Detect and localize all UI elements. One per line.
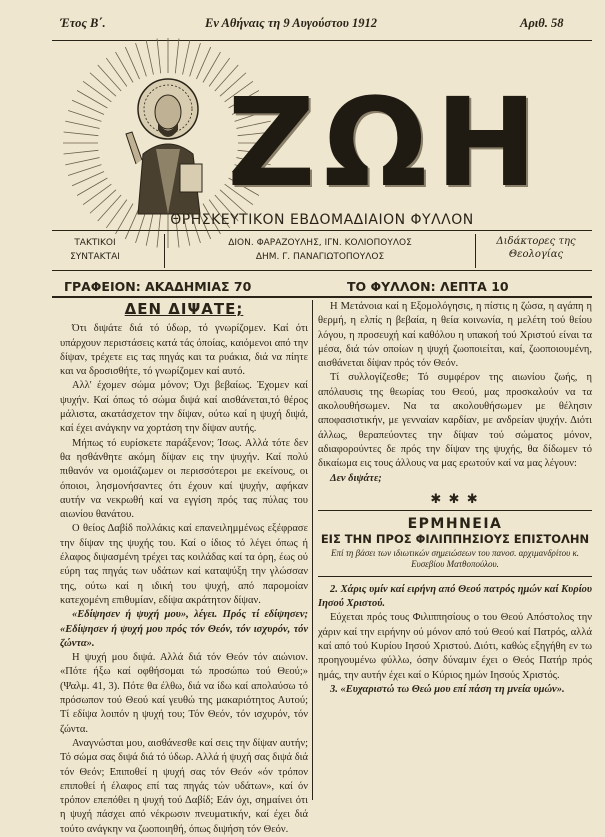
editors-top-rule	[52, 230, 592, 231]
editors-names: ΔΙΟΝ. ΦΑΡΑΖΟΥΛΗΣ, ΙΓΝ. ΚΟΛΙΟΠΟΥΛΟΣ ΔΗΜ. Γ. ΠΑΝΑΓΙΩΤΟΠΟΥΛΟΣ	[228, 238, 412, 262]
sun-ray	[72, 100, 104, 114]
newspaper-title: ΖΩΗ	[227, 72, 546, 214]
verse: 2. Χάρις υμίν καί ειρήνη από Θεού πατρός ημών καί Κυρίου Ιησού Χριστού.	[318, 583, 592, 610]
editors-role: Διδάκτορες της Θεολογίας	[496, 236, 576, 260]
section-rule	[318, 510, 592, 511]
verse: 3. «Ευχαριστώ τω Θεώ μου επί πάση τη μνεία υμών».	[330, 683, 565, 695]
section-rule	[318, 576, 592, 577]
sun-ray	[77, 91, 107, 109]
paragraph: Αναγνώσται μου, αισθάνεσθε καί σεις την δίψαν αυτήν; Τό σώμα σας διψά διά τό ύδωρ. Αλλά ή ψυχή σας διψά διά τόν Θεόν; Επιποθεί η ψυχή σας τόν Θεόν «όν τρόπον επιποθεί ή έλαφος επί τας πηγάς τών υδάτων», καί όν τρόπον επεπόθει η ψυχή τού Δαβίδ; Εάν όχι, σημαίνει ότι η ψυχή πάσχει από νέκρωσιν πνευματικήν, καί έχει διά τούτο ανάγκην να ζωοποιηθή, όπως διψήση τόν Θεόν.	[60, 737, 308, 835]
paragraph: Μήπως τό ευρίσκετε παράξενον; Ίσως. Αλλά τότε δεν θα ησθάνθητε ακόμη δίψαν εις την ψυχήν. Καί πολύ πιθανόν να ομοιάζωμεν οι περισσότεροι με εκείνους, οι όποιοι, λησμονήσαντες ότι έχουν καί ψυχήν, αφήκαν αυτήν να νεκρωθή καί να εγγίση πρός τας πύλας του αιωνίου θανάτου.	[60, 437, 308, 521]
sun-ray	[64, 132, 99, 136]
top-rule	[52, 40, 592, 41]
paragraph: Εύχεται πρός τους Φιλιππησίους ο του Θεού Απόστολος την χάριν καί την ειρήνην ού μόνον από τού Θεού καί Πατρός, αλλά καί από τού Κυρίου Ιησού Χριστού. Διότι, καθώς εξηγήθη εν τω προηγουμένω φύλλω, όσην δύναμιν έχει ο Θεός Πατήρ πρός ημάς, την αυτήν έχει καί ο Κύριος ημών Ιησούς Χριστός.	[318, 612, 592, 681]
sun-ray	[68, 165, 101, 176]
right-column	[318, 300, 592, 800]
issue-number: Αριθ. 58	[520, 16, 564, 30]
paragraph: Ο θείος Δαβίδ πολλάκις καί επανειλημμένως εξέφρασε την δίψαν της ψυχής του. Καί ο ίδιος τό λέγει όπως ή έλαφος διψασμένη τρέχει τας κοιλάδας καί τα όρη, έως ού εύρη τας πηγάς των υδάτων καί καταψύξη την γλώσσαν της, ούτω καί η ιδική του ψυχή, από παρομοίαν κατεχομένη επιθυμίαν, εδίψα ακράτητον δίψαν.	[60, 523, 308, 606]
ornament-divider: ✱ ✱ ✱	[430, 490, 480, 506]
article2-subtitle: ΕΙΣ ΤΗΝ ΠΡΟΣ ΦΙΛΙΠΠΗΣΙΟΥΣ ΕΠΙΣΤΟΛΗΝ	[320, 532, 590, 547]
sun-ray	[68, 111, 101, 122]
sun-ray	[65, 121, 99, 128]
editors-divider-left	[164, 234, 165, 268]
column-divider	[312, 300, 313, 800]
office-address: ΓΡΑΦΕΙΟΝ: ΑΚΑΔΗΜΙΑΣ 70	[64, 279, 252, 294]
issue-price: ΤΟ ΦΥΛΛΟΝ: ΛΕΠΤΑ 10	[347, 279, 509, 294]
article2-title: ΕΡΜΗΝΕΙΑ	[407, 516, 503, 533]
paragraph: Ότι διψάτε διά τό ύδωρ, τό γνωρίζομεν. Καί ότι υπάρχουν περιστάσεις κατά τάς όποίας, καιόμενοι από την δίψαν, τρέχετε εις τας πηγάς και τα ρυάκια, διά να πίητε και να δροσισθήτε, τό γνωρίζομεν καί αυτό.	[60, 323, 308, 378]
editors-box	[52, 232, 592, 272]
sun-ray	[77, 178, 107, 196]
paragraph: Η ψυχή μου διψά. Αλλά διά τόν Θεόν τόν αιώνιον. «Πότε ήξω καί οφθήσομαι τώ προσώπω τού Θεού;» (Ψαλμ. 41, 3). Πότε θα έλθω, διά να ίδω καί απολαύσω τό πρόσωπον τού Θεού καί γευθώ της μακαριότητος Αυτού; Τί εδίψα λοιπόν η ψυχή του; Τόν Θεόν, τόν ισχυρόν, τόν ζώντα.	[60, 652, 308, 735]
article-title: ΔΕΝ ΔΙΨΑΤΕ;	[124, 300, 244, 318]
year-label: Έτος Β΄.	[60, 16, 106, 30]
paragraph: Η Μετάνοια καί η Εξομολόγησις, η πίστις η ζώσα, η αγάπη η θερμή, η ελπίς η βεβαία, η θεία κοινωνία, η μελέτη τού θείου λόγου, η προσευχή καί καθόλου η υπακοή τού Χριστού είναι τα μέσα, διά τών οποίων η ψυχή ζωοποιείται, καί, ζωοποιουμένη, αισθάνεται δίψαν πρός τόν Θεόν.	[318, 301, 592, 370]
sun-ray	[72, 171, 104, 185]
paragraph: Αλλ' έχομεν σώμα μόνον; Όχι βεβαίως. Έχομεν καί ψυχήν. Καί όπως τό σώμα διψά καί αισθάνεται,τό θέρος μάλιστα, ακατάσχετον την δίψαν, ούτω καί η ψυχή διψά, καί έχει ανάγκην να χορτάση την δίψαν αυτής.	[60, 380, 308, 435]
editors-bottom-rule	[52, 270, 592, 271]
article-closing: Δεν διψάτε;	[330, 472, 382, 484]
office-line	[52, 276, 592, 296]
header-line	[0, 10, 605, 34]
left-column	[60, 300, 308, 835]
paragraph: Τί συλλογίζεσθε; Τό συμφέρον της αιωνίου ζωής, η απόλαυσις της θεωρίας του Θεού, μας προσκαλούν να τα ακολουθήσωμεν. Να τα ακολουθήσωμεν με θέλησιν αποφασιστικήν, με γενναίαν καρδίαν, με ανδρείαν ψυχήν. Διότι άλλως, θεραπεύοντες την δίψαν τού σώματος μόνον, αδιαφορούντες δε πρός την δίψαν της ψυχής, θα δίδωμεν τό δικαίωμα εις τους άλλους να μας ερωτούν καί να μας λέγουν:	[318, 372, 592, 470]
sun-ray	[65, 158, 99, 165]
editors-label: ΤΑΚΤΙΚΟΙ ΣΥΝΤΑΚΤΑΙ	[70, 238, 120, 262]
office-bottom-rule	[52, 296, 592, 298]
editors-divider-right	[475, 234, 476, 268]
masthead	[52, 48, 592, 213]
christ-icon	[108, 64, 228, 224]
quote: «Εδίψησεν ή ψυχή μου», λέγει. Πρός τί εδίψησεν; «Εδίψησεν ή ψυχή μου πρός τόν Θεόν, τόν ισχυρόν, τόν ζώντα».	[60, 609, 308, 649]
dateline: Εν Αθήναις τη 9 Αυγούστου 1912	[205, 16, 377, 30]
sun-ray	[64, 150, 99, 154]
newspaper-subtitle: ΘΡΗΣΚΕΥΤΙΚΟΝ ΕΒΔΟΜΑΔΙΑΙΟΝ ΦΥΛΛΟΝ	[170, 212, 474, 228]
article2-note: Επί τη βάσει των ιδιωτικών σημειώσεων του πανοσ. αρχιμανδρίτου κ. Ευσεβίου Ματθοπούλου.	[330, 547, 580, 569]
